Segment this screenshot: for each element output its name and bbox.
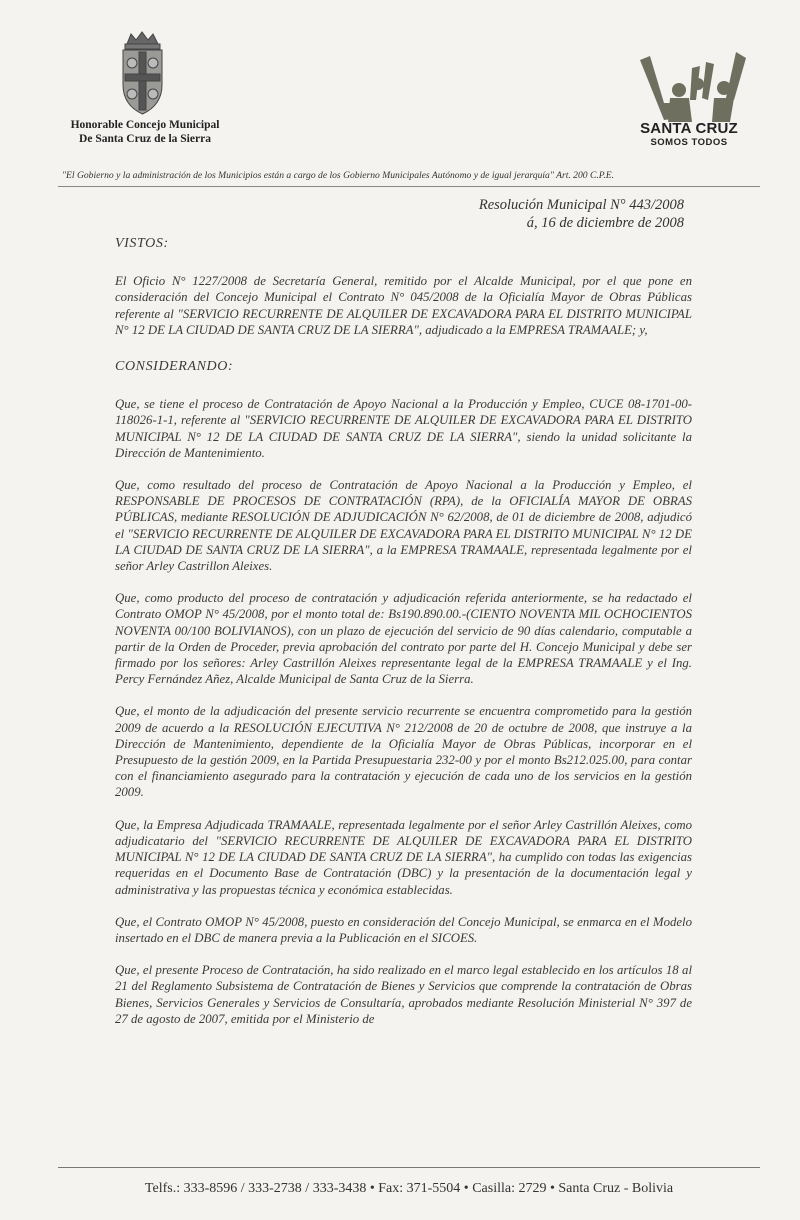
vistos-heading: VISTOS: (115, 236, 169, 251)
resolution-header (479, 196, 684, 232)
header-divider (58, 186, 760, 187)
considerando-paragraph: Que, como producto del proceso de contratación y adjudicación referida anteriormente, se ha redactado el Contrato OMOP N° 45/2008, por el monto total de: Bs190.890.00.-(CIENTO NOVENTA MIL OCHOCIENTOS NOVENTA 00/100 BOLIVIANOS), con un plazo de ejecución del servicio de 90 días calendario, computable a partir de la Orden de Proceder, previa aprobación del contrato por parte del H. Concejo Municipal y debe ser firmado por los señores: Arley Castrillón Aleixes representante legal de la EMPRESA TRAMAALE y el Ing. Percy Fernández Añez, Alcalde Municipal de Santa Cruz de la Sierra. (115, 591, 692, 687)
constitution-quote: "El Gobierno y la administración de los Municipios están a cargo de los Gobierno Municipales Autónomo y de igual jerarquía" Art. 200 C.P.E. (62, 170, 615, 181)
vistos-paragraph: El Oficio N° 1227/2008 de Secretaría General, remitido por el Alcalde Municipal, por el que pone en consideración del Concejo Municipal el Contrato N° 045/2008 de la Oficialía Mayor de Obras Públicas referente al "SERVICIO RECURRENTE DE ALQUILER DE EXCAVADORA PARA EL DISTRITO MUNICIPAL N° 12 DE LA CIUDAD DE SANTA CRUZ DE LA SIERRA", adjudicado a la EMPRESA TRAMAALE; y, (115, 274, 692, 337)
considerando-paragraph: Que, el presente Proceso de Contratación, ha sido realizado en el marco legal establecido en los artículos 18 al 21 del Reglamento Subsistema de Contratación de Bienes y Servicios que comprende la contratación de Obras Bienes, Servicios Generales y Servicios de Consultaría, aprobados mediante Resolución Ministerial N° 397 de 27 de agosto de 2007, emitida por el Ministerio de (115, 963, 692, 1026)
coat-of-arms-logo (105, 30, 180, 120)
considerando-paragraph: Que, el monto de la adjudicación del presente servicio recurrente se encuentra comprometido para la gestión 2009 de acuerdo a la RESOLUCIÓN EJECUTIVA N° 212/2008 de 20 de octubre de 2008, que instruye a la Dirección de Mantenimiento, dependiente de la Oficialía Mayor de Obras Públicas, incorporar en el Presupuesto de la gestión 2009, en la Partida Presupuestaria 232-00 y por el monto Bs212.025.00, para contar con el financiamiento asegurado para la contratación y ejecución de cada uno de los servicios en la gestión 2009. (115, 704, 692, 800)
resolution-number: Resolución Municipal N° 443/2008 (478, 197, 684, 213)
council-line-1: Honorable Concejo Municipal (70, 119, 220, 131)
considerando-paragraph: Que, el Contrato OMOP N° 45/2008, puesto en consideración del Concejo Municipal, se enmarca en el Modelo insertado en el DBC de manera previa a la Publicación en el SICOES. (115, 914, 692, 945)
considerando-paragraph: Que, se tiene el proceso de Contratación de Apoyo Nacional a la Producción y Empleo, CUCE 08-1701-00-118026-1-1, referente al "SERVICIO RECURRENTE DE ALQUILER DE EXCAVADORA PARA EL DISTRITO MUNICIPAL N° 12 DE LA CIUDAD DE SANTA CRUZ DE LA SIERRA", siendo la unidad solicitante la Dirección de Mantenimiento. (115, 397, 692, 460)
resolution-date: á, 16 de diciembre de 2008 (526, 215, 684, 231)
considerando-heading: CONSIDERANDO: (115, 359, 234, 375)
santa-cruz-brand (628, 120, 750, 148)
council-line-2: De Santa Cruz de la Sierra (79, 133, 211, 145)
considerando-paragraph: Que, la Empresa Adjudicada TRAMAALE, representada legalmente por el señor Arley Castrillón Aleixes, como adjudicatario del "SERVICIO RECURRENTE DE ALQUILER DE EXCAVADORA PARA EL DISTRITO MUNICIPAL N° 12 DE LA CIUDAD DE SANTA CRUZ DE LA SIERRA", ha cumplido con todas las exigencias requeridas en el Documento Base de Contratación (DBC) y la presentación de la documentación legal y administrativa y las propuestas técnica y económica establecidas. (115, 817, 692, 897)
footer-divider (58, 1167, 760, 1168)
document-body (115, 236, 692, 1027)
footer-contact: Telfs.: 333-8596 / 333-2738 / 333-3438 • Fax: 371-5504 • Casilla: 2729 • Santa Cruz - Bolivia (144, 1181, 674, 1196)
brand-name: SANTA CRUZ (640, 120, 738, 137)
considerando-paragraph: Que, como resultado del proceso de Contratación de Apoyo Nacional a la Producción y Empleo, el RESPONSABLE DE PROCESOS DE CONTRATACIÓN (RPA), de la OFICIALÍA MAYOR DE OBRAS PÚBLICAS, mediante RESOLUCIÓN DE ADJUDICACIÓN N° 62/2008, de 01 de diciembre de 2008, adjudicó el "SERVICIO RECURRENTE DE ALQUILER DE EXCAVADORA PARA EL DISTRITO MUNICIPAL N° 12 DE LA CIUDAD DE SANTA CRUZ DE LA SIERRA", a la EMPRESA TRAMAALE, representada legalmente por el señor Arley Castrillon Aleixes. (115, 478, 692, 574)
council-name (40, 118, 250, 146)
brand-tagline: SOMOS TODOS (650, 137, 728, 148)
